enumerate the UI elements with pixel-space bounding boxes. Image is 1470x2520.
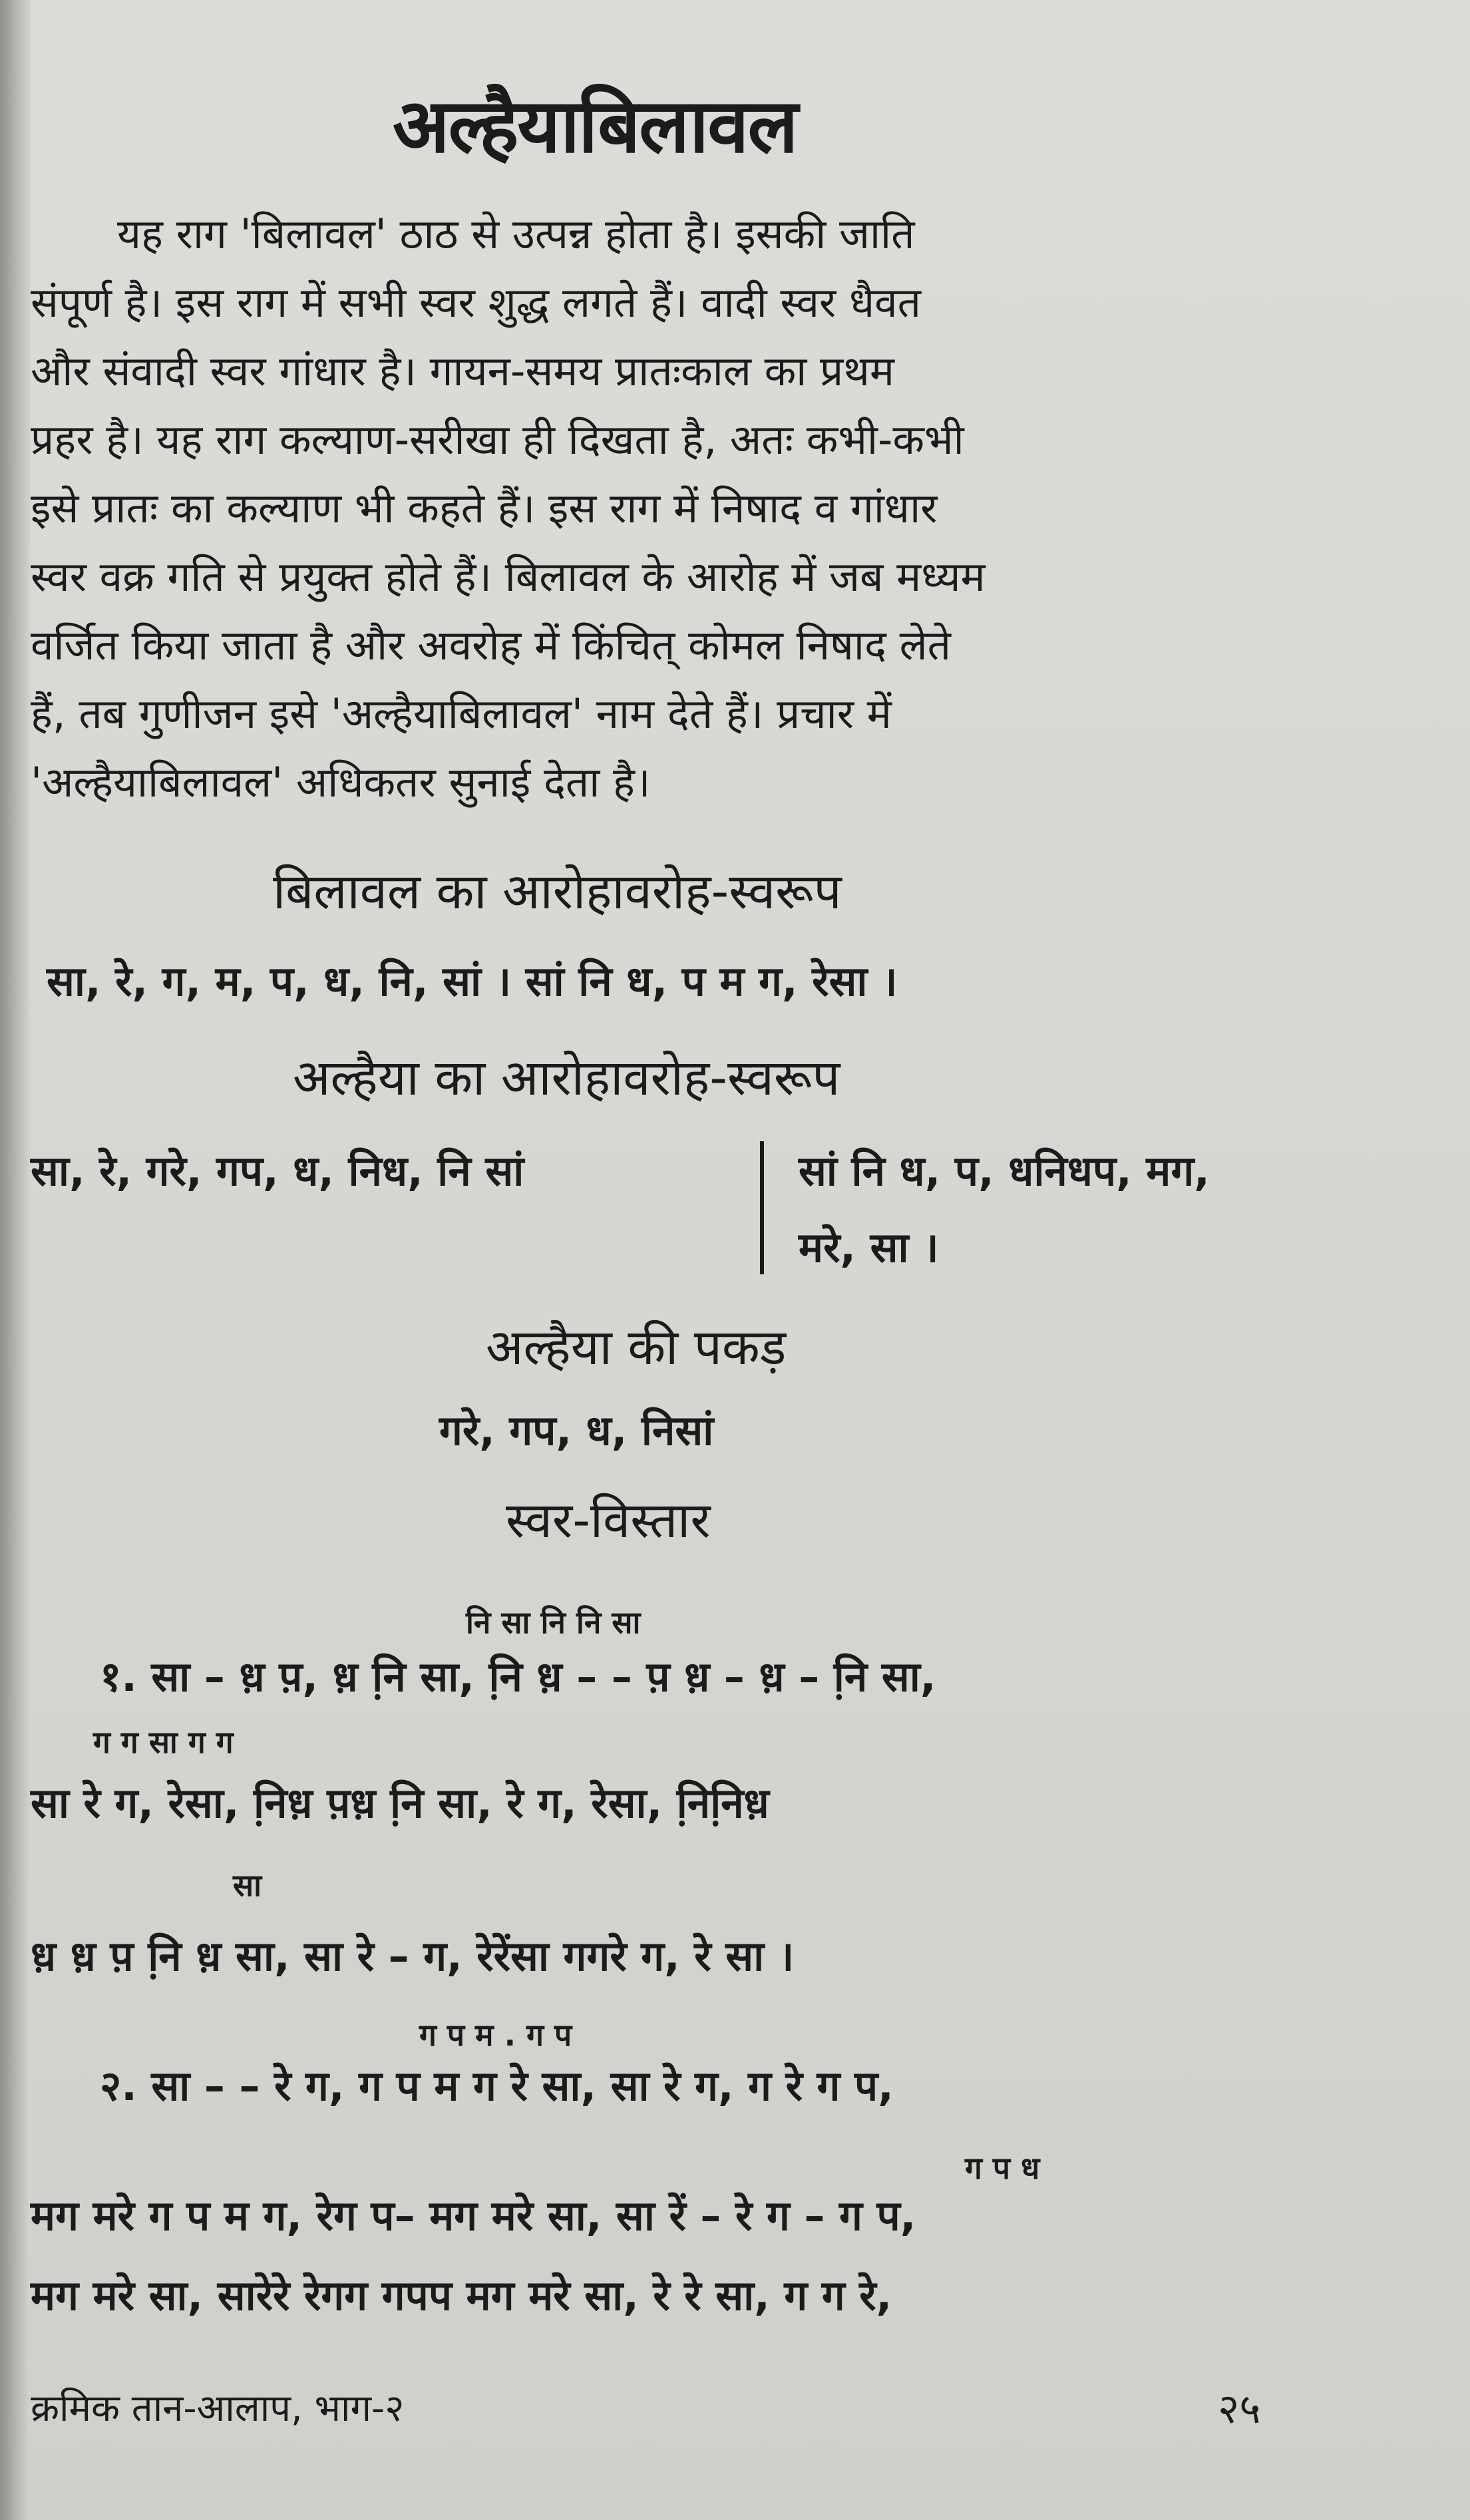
vistar-2-line-3: मग मरे सा, सारेरे रेगग गपप मग मरे सा, रे रे सा, ग ग रे, — [31, 2271, 892, 2320]
alhaiya-aroh-avroh-heading: अल्हैया का आरोहावरोह-स्वरूप — [293, 1049, 840, 1107]
book-spine-shadow — [0, 0, 31, 2520]
vistar-1-kan-swar: नि सा नि नि सा — [466, 1604, 641, 1640]
alhaiya-pakad-notes: गरे, गप, ध, निसां — [439, 1406, 714, 1455]
vistar-2-line-2: मग मरे ग प म ग, रेग प– मग मरे सा, सा रें – रे ग – ग प, — [31, 2191, 916, 2240]
intro-line-4: प्रहर है। यह राग कल्याण-सरीखा ही दिखता है, अतः कभी-कभी — [31, 415, 964, 464]
vistar-2-kan-swar: ग प म . ग प — [419, 2017, 572, 2053]
intro-line-7: वर्जित किया जाता है और अवरोह में किंचित् कोमल निषाद लेते — [31, 621, 951, 669]
intro-line-3: और संवादी स्वर गांधार है। गायन-समय प्रातःकाल का प्रथम — [31, 347, 894, 395]
book-title-footer: क्रमिक तान-आलाप, भाग-२ — [31, 2387, 405, 2430]
vistar-1-line-2-kan-swar: ग ग सा ग ग — [93, 1724, 234, 1760]
vistar-1-line-2: सा रे ग, रेसा, नि़ध़ प़ध़ नि़ सा, रे ग, रेसा, नि़नि़ध़ — [31, 1779, 769, 1827]
vistar-1-line-3-kan-swar: सा — [233, 1867, 262, 1903]
intro-line-1: यह राग 'बिलावल' ठाठ से उत्पन्न होता है। इसकी जाति — [117, 210, 915, 258]
bilawal-aroh-avroh-notes: सा, रे, ग, म, प, ध, नि, सां । सां नि ध, प म ग, रेसा । — [47, 957, 898, 1005]
intro-line-9: 'अल्हैयाबिलावल' अधिकतर सुनाई देता है। — [31, 758, 651, 807]
intro-line-6: स्वर वक्र गति से प्रयुक्त होते हैं। बिलावल के आरोह में जब मध्यम — [31, 552, 986, 601]
vistar-1-line-1: १. सा – ध़ प़, ध़ नि़ सा, नि़ ध़ – – प़ ध़ – ध़ – नि़ सा, — [100, 1652, 936, 1701]
aroh-avroh-divider — [760, 1141, 764, 1274]
intro-line-2: संपूर्ण है। इस राग में सभी स्वर शुद्ध लगते हैं। वादी स्वर धैवत — [31, 278, 921, 327]
intro-line-8: हैं, तब गुणीजन इसे 'अल्हैयाबिलावल' नाम देते हैं। प्रचार में — [31, 689, 892, 738]
vistar-2-line-2-kan-swar: ग प ध — [965, 2150, 1040, 2186]
bilawal-aroh-avroh-heading: बिलावल का आरोहावरोह-स्वरूप — [273, 863, 842, 920]
page-number: २५ — [1218, 2384, 1261, 2433]
intro-paragraph — [31, 200, 1362, 816]
vistar-2-line-1: २. सा – – रे ग, ग प म ग रे सा, सा रे ग, ग रे ग प, — [100, 2062, 894, 2110]
alhaiya-avroh-line-2: मरे, सा । — [799, 1223, 939, 1272]
swar-vistar-heading: स्वर-विस्तार — [506, 1492, 711, 1549]
intro-line-5: इसे प्रातः का कल्याण भी कहते हैं। इस राग में निषाद व गांधार — [31, 484, 938, 532]
vistar-1-line-3: ध़ ध़ प़ नि़ ध़ सा, सा रे – ग, रेरेंसा गगरे ग, रे सा । — [31, 1932, 795, 1980]
alhaiya-avroh-line-1: सां नि ध, प, धनिधप, मग, — [799, 1147, 1210, 1195]
raag-title: अल्हैयाबिलावल — [393, 83, 797, 170]
alhaiya-aroh: सा, रे, गरे, गप, ध, निध, नि सां — [31, 1147, 524, 1195]
alhaiya-pakad-heading: अल्हैया की पकड़ — [486, 1319, 787, 1376]
